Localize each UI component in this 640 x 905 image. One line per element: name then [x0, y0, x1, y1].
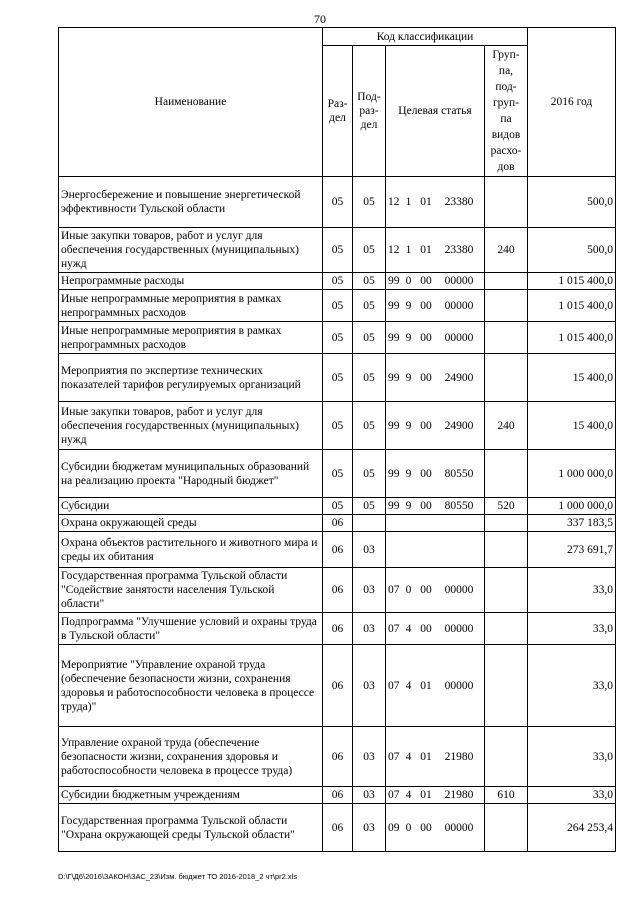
row-name: Непрограммные расходы [59, 273, 323, 290]
target-event: 00 [420, 467, 432, 480]
row-target-article [386, 727, 485, 787]
row-amount: 33,0 [528, 727, 616, 787]
row-subsection: 03 [353, 645, 386, 727]
row-target-article [386, 273, 485, 290]
target-direction: 00000 [444, 584, 474, 596]
target-subprogram: 9 [405, 500, 412, 512]
target-event: 00 [420, 419, 432, 432]
target-subprogram: 9 [405, 299, 412, 312]
table-row [59, 727, 616, 787]
target-direction: 24900 [444, 419, 474, 432]
row-name: Государственная программа Тульской области "Охрана окружающей среды Тульской области" [59, 804, 323, 852]
target-subprogram: 4 [405, 622, 412, 635]
row-name: Субсидии [59, 498, 323, 515]
row-amount: 337 183,5 [528, 515, 616, 532]
row-target-article [386, 177, 485, 228]
row-amount: 1 000 000,0 [528, 498, 616, 515]
target-event: 01 [420, 679, 432, 692]
row-section: 06 [323, 645, 353, 727]
row-target-article [386, 515, 485, 532]
row-expense-group [485, 727, 528, 787]
target-subprogram: 0 [405, 821, 412, 834]
row-target-article [386, 450, 485, 498]
row-amount: 15 400,0 [528, 354, 616, 402]
row-name: Иные непрограммные мероприятия в рамках непрограммных расходов [59, 322, 323, 354]
target-event: 01 [420, 789, 432, 801]
target-event: 00 [420, 821, 432, 834]
target-subprogram: 4 [405, 679, 412, 692]
header-subsection: Под- раз- дел [353, 46, 386, 177]
target-subprogram: 9 [405, 419, 412, 432]
row-expense-group [485, 273, 528, 290]
row-subsection: 05 [353, 177, 386, 228]
row-section: 05 [323, 322, 353, 354]
target-subprogram: 4 [405, 789, 412, 801]
target-direction: 00000 [444, 622, 474, 635]
target-subprogram: 0 [405, 275, 412, 287]
row-target-article [386, 532, 485, 568]
header-expense-group: Груп- па, под- груп- па видов расхо- дов [485, 46, 528, 177]
row-section: 05 [323, 177, 353, 228]
row-section: 06 [323, 613, 353, 645]
target-direction: 23380 [444, 244, 474, 256]
target-program: 99 [388, 371, 400, 384]
row-amount: 273 691,7 [528, 532, 616, 568]
row-amount: 500,0 [528, 177, 616, 228]
row-target-article [386, 568, 485, 613]
row-name: Энергосбережение и повышение энергетической эффективности Тульской области [59, 177, 323, 228]
row-name: Иные закупки товаров, работ и услуг для обеспечения государственных (муниципальных) нужд [59, 402, 323, 450]
target-direction: 80550 [444, 467, 474, 480]
target-program: 99 [388, 299, 400, 312]
row-subsection: 03 [353, 787, 386, 804]
row-section: 06 [323, 515, 353, 532]
row-amount: 15 400,0 [528, 402, 616, 450]
row-name: Субсидии бюджетным учреждениям [59, 787, 323, 804]
row-subsection: 03 [353, 568, 386, 613]
target-event: 00 [420, 275, 432, 287]
target-program: 09 [388, 821, 400, 834]
target-subprogram: 9 [405, 331, 412, 344]
row-subsection: 03 [353, 532, 386, 568]
target-program: 07 [388, 622, 400, 635]
row-name: Государственная программа Тульской области "Содействие занятости населения Тульской области" [59, 568, 323, 613]
header-classification-code: Код классификации [323, 28, 528, 46]
target-program: 07 [388, 750, 400, 763]
header-target-article: Целевая статья [386, 46, 485, 177]
row-section: 06 [323, 727, 353, 787]
target-subprogram: 4 [405, 750, 412, 763]
row-subsection: 05 [353, 498, 386, 515]
row-expense-group [485, 177, 528, 228]
header-year: 2016 год [528, 28, 616, 177]
row-name: Управление охраной труда (обеспечение безопасности жизни, сохранения здоровья и работоспособности человека в процессе труда) [59, 727, 323, 787]
row-expense-group [485, 804, 528, 852]
row-subsection: 05 [353, 228, 386, 273]
target-direction: 00000 [444, 821, 474, 834]
target-subprogram: 9 [405, 371, 412, 384]
target-program: 12 [388, 196, 400, 208]
row-subsection: 05 [353, 354, 386, 402]
row-subsection [353, 515, 386, 532]
row-subsection: 05 [353, 450, 386, 498]
row-name: Иные закупки товаров, работ и услуг для обеспечения государственных (муниципальных) нужд [59, 228, 323, 273]
row-expense-group [485, 568, 528, 613]
target-event: 00 [420, 500, 432, 512]
row-target-article [386, 402, 485, 450]
target-event: 00 [420, 622, 432, 635]
target-direction: 24900 [444, 371, 474, 384]
target-direction: 80550 [444, 500, 474, 512]
target-program: 99 [388, 331, 400, 344]
target-subprogram: 0 [405, 584, 412, 596]
header-section: Раз- дел [323, 46, 353, 177]
target-direction: 00000 [444, 679, 474, 692]
page-number: 70 [314, 12, 326, 26]
target-event: 00 [420, 299, 432, 312]
row-name: Мероприятия по экспертизе технических показателей тарифов регулируемых организаций [59, 354, 323, 402]
row-name: Охрана окружающей среды [59, 515, 323, 532]
row-expense-group [485, 354, 528, 402]
target-direction: 23380 [444, 196, 474, 208]
target-program: 99 [388, 467, 400, 480]
target-program: 99 [388, 275, 400, 287]
header-name: Наименование [59, 28, 323, 177]
table-row [59, 568, 616, 613]
row-expense-group [485, 515, 528, 532]
target-event: 01 [420, 196, 432, 208]
row-section: 05 [323, 354, 353, 402]
row-section: 05 [323, 290, 353, 322]
table-row [59, 804, 616, 852]
row-expense-group: 610 [485, 787, 528, 804]
target-direction: 00000 [444, 331, 474, 344]
row-name: Мероприятие "Управление охраной труда (обеспечение безопасности жизни, сохранения здоровья и работоспособности человека в процессе труда)" [59, 645, 323, 727]
target-direction: 21980 [444, 789, 474, 801]
table-row [59, 613, 616, 645]
target-direction: 00000 [444, 299, 474, 312]
target-event: 00 [420, 371, 432, 384]
row-section: 06 [323, 532, 353, 568]
table-row [59, 322, 616, 354]
row-amount: 33,0 [528, 645, 616, 727]
target-subprogram: 1 [405, 196, 412, 208]
target-subprogram: 1 [405, 244, 412, 256]
row-subsection: 03 [353, 804, 386, 852]
table-row [59, 450, 616, 498]
row-amount: 33,0 [528, 568, 616, 613]
row-section: 06 [323, 804, 353, 852]
table-row [59, 402, 616, 450]
row-name: Субсидии бюджетам муниципальных образований на реализацию проекта "Народный бюджет" [59, 450, 323, 498]
target-program: 99 [388, 419, 400, 432]
row-amount: 1 000 000,0 [528, 450, 616, 498]
row-target-article [386, 613, 485, 645]
table-body [59, 177, 616, 852]
table-row [59, 532, 616, 568]
target-event: 01 [420, 244, 432, 256]
row-section: 05 [323, 273, 353, 290]
row-amount: 33,0 [528, 787, 616, 804]
row-section: 05 [323, 228, 353, 273]
target-direction: 00000 [444, 275, 474, 287]
table-row [59, 290, 616, 322]
row-expense-group: 520 [485, 498, 528, 515]
table-row [59, 177, 616, 228]
row-target-article [386, 290, 485, 322]
row-subsection: 05 [353, 322, 386, 354]
row-section: 05 [323, 402, 353, 450]
row-amount: 1 015 400,0 [528, 322, 616, 354]
row-target-article [386, 498, 485, 515]
table-row [59, 515, 616, 532]
row-section: 06 [323, 787, 353, 804]
row-expense-group [485, 532, 528, 568]
target-subprogram: 9 [405, 467, 412, 480]
row-subsection: 03 [353, 727, 386, 787]
row-expense-group: 240 [485, 228, 528, 273]
table-row [59, 645, 616, 727]
row-name: Подпрограмма "Улучшение условий и охраны труда в Тульской области" [59, 613, 323, 645]
row-name: Охрана объектов растительного и животного мира и среды их обитания [59, 532, 323, 568]
row-subsection: 05 [353, 273, 386, 290]
row-amount: 33,0 [528, 613, 616, 645]
row-amount: 1 015 400,0 [528, 290, 616, 322]
row-subsection: 05 [353, 290, 386, 322]
row-amount: 500,0 [528, 228, 616, 273]
row-expense-group [485, 322, 528, 354]
target-direction: 21980 [444, 750, 474, 763]
file-path-footer: D:\Г\Д6\2016\ЗАКОН\ЗАС_23\Изм. бюджет ТО 2016-2018_2 чт\pr2.xls [58, 872, 298, 881]
row-target-article [386, 228, 485, 273]
row-amount: 1 015 400,0 [528, 273, 616, 290]
row-target-article [386, 322, 485, 354]
row-subsection: 03 [353, 613, 386, 645]
row-target-article [386, 645, 485, 727]
row-name: Иные непрограммные мероприятия в рамках непрограммных расходов [59, 290, 323, 322]
row-section: 05 [323, 498, 353, 515]
row-amount: 264 253,4 [528, 804, 616, 852]
table-row [59, 354, 616, 402]
target-event: 00 [420, 331, 432, 344]
table-row [59, 273, 616, 290]
row-target-article [386, 804, 485, 852]
row-target-article [386, 354, 485, 402]
target-program: 12 [388, 244, 400, 256]
target-event: 01 [420, 750, 432, 763]
row-section: 06 [323, 568, 353, 613]
target-program: 07 [388, 789, 400, 801]
table-row [59, 787, 616, 804]
row-expense-group [485, 645, 528, 727]
row-expense-group [485, 450, 528, 498]
table-row [59, 228, 616, 273]
row-target-article [386, 787, 485, 804]
row-expense-group [485, 290, 528, 322]
table-row [59, 498, 616, 515]
row-expense-group [485, 613, 528, 645]
row-expense-group: 240 [485, 402, 528, 450]
target-program: 07 [388, 679, 400, 692]
target-program: 99 [388, 500, 400, 512]
budget-table [58, 27, 616, 852]
row-subsection: 05 [353, 402, 386, 450]
row-section: 05 [323, 450, 353, 498]
target-program: 07 [388, 584, 400, 596]
target-event: 00 [420, 584, 432, 596]
